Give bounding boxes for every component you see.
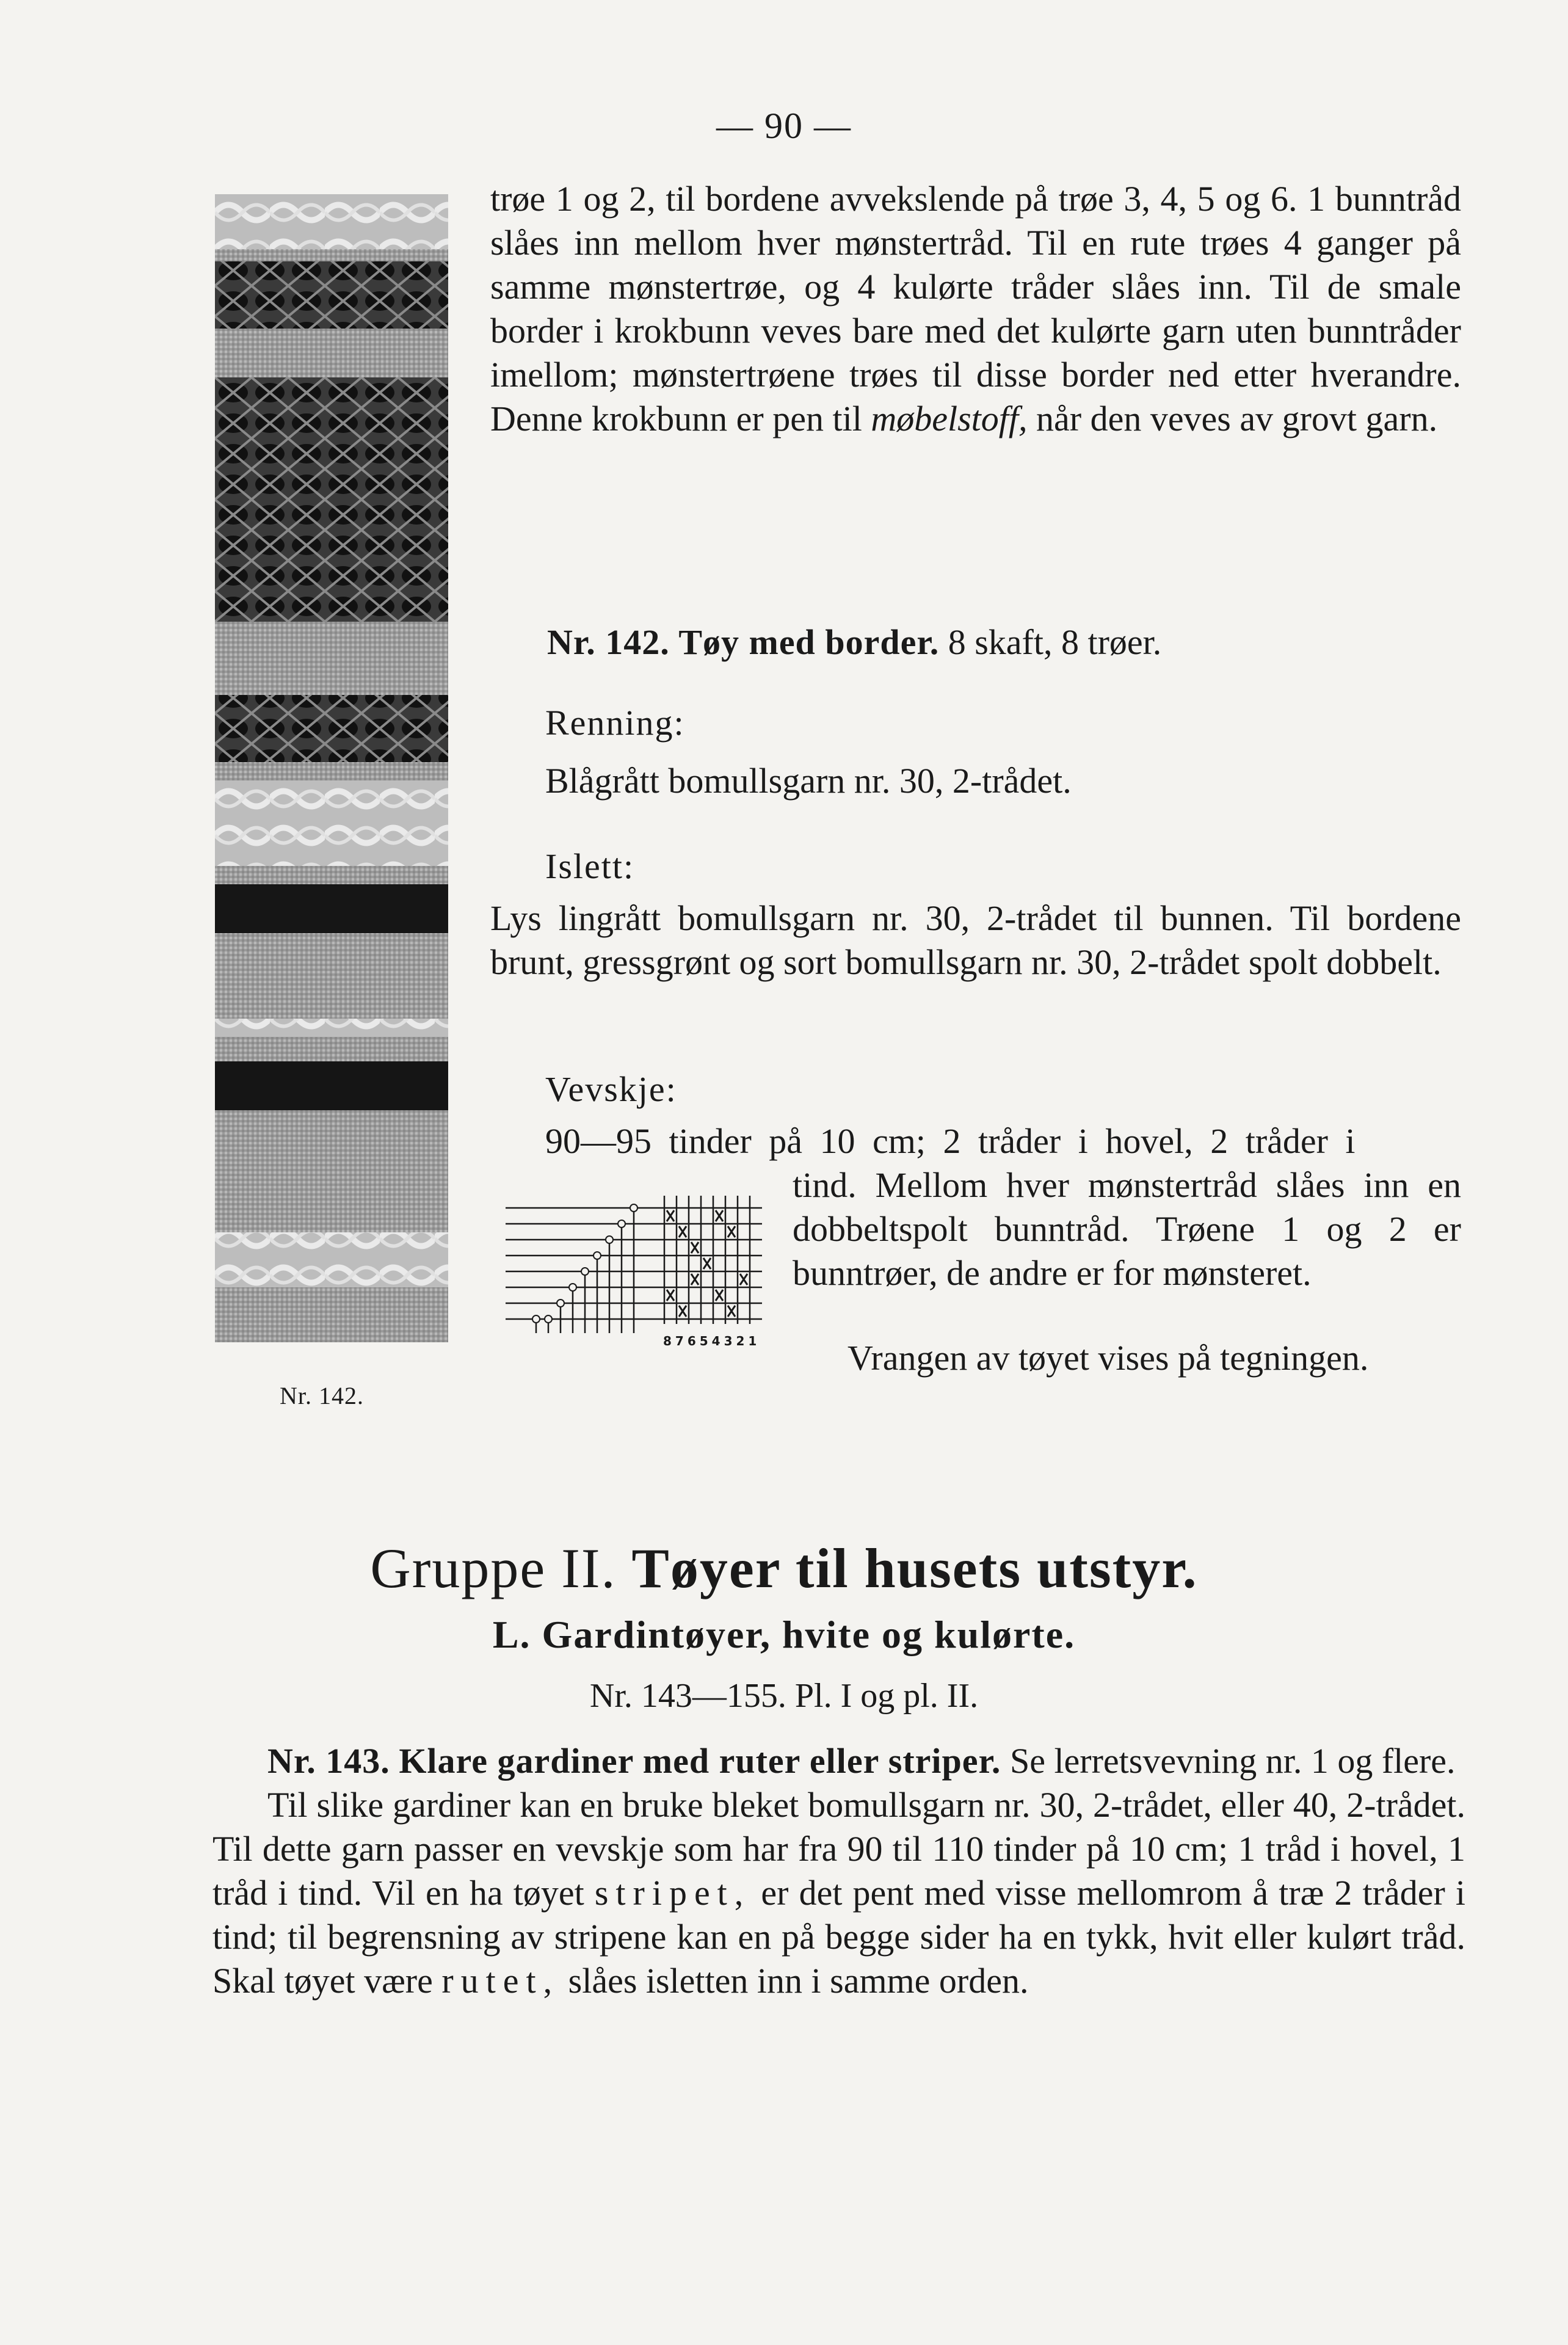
- group-title: Gruppe II. Tøyer til husets utstyr.: [370, 1537, 1198, 1599]
- nr143-number: Nr. 143.: [267, 1741, 390, 1781]
- vevskje-last-line: Vrangen av tøyet vises på tegningen.: [848, 1338, 1369, 1378]
- section-title: L. Gardintøyer, hvite og kulørte.: [492, 1613, 1076, 1656]
- nr142-title: Tøy med border.: [678, 622, 940, 662]
- draft-numbers: 87654321: [663, 1334, 761, 1348]
- photo-caption: Nr. 142.: [280, 1382, 364, 1409]
- section-subtitle: Nr. 143—155. Pl. I og pl. II.: [589, 1677, 979, 1715]
- italic-term: møbelstoff,: [871, 399, 1028, 438]
- nr143-paragraph: Nr. 143. Klare gardiner med ruter eller striper. Se lerretsvevning nr. 1 og flere. Til slike gardiner kan en bruke bleket bomullsgarn nr. 30, 2-trådet, eller 40, 2-trådet. Til dette garn passer en vevskje som har fra 90 til 110 tinder på 10 cm; 1 tråd i hovel, 1 tråd i tind. Vil en ha tøyet stripet, er det pent med visse mellomrom å træ 2 tråder i tind; til begrensning av stripene kan en på begge sider ha en tykk, hvit eller kulørt tråd. Skal tøyet være rutet, slåes isletten inn i samme orden.: [212, 1741, 1465, 2001]
- spaced-term-stripet: stripet,: [594, 1873, 751, 1913]
- islett-text: Lys lingrått bomullsgarn nr. 30, 2-trådet til bunnen. Til bordene brunt, gressgrønt og sort bomullsgarn nr. 30, 2-trådet spolt dobbelt.: [490, 898, 1461, 982]
- nr142-spec: 8 skaft, 8 trøer.: [948, 622, 1162, 662]
- page-number: — 90 —: [716, 106, 852, 146]
- vevskje-first-line: 90—95 tinder på 10 cm; 2 tråder i hovel, 2 tråder i: [545, 1121, 1356, 1161]
- nr142-heading: [547, 622, 1463, 663]
- renning-text: Blågrått bomullsgarn nr. 30, 2-trådet.: [545, 761, 1072, 801]
- fabric-sample-photo: [215, 194, 448, 1342]
- nr143-title: Klare gardiner med ruter eller striper.: [399, 1741, 1001, 1781]
- intro-paragraph: trøe 1 og 2, til bordene avvekslende på trøe 3, 4, 5 og 6. 1 bunntråd slåes inn mellom hver mønstertråd. Til en rute trøes 4 ganger på samme mønstertrøe, og 4 kulørte tråder slåes inn. Til de smale border i krokbunn veves bare med det kulørte garn uten bunntråder imellom; mønstertrøene trøes til disse border ned etter hverandre. Denne krokbunn er pen til møbelstoff, når den veves av grovt garn.: [490, 179, 1461, 438]
- weaving-draft-diagram: [506, 1183, 782, 1348]
- spaced-term-rutet: rutet,: [441, 1961, 560, 2001]
- vevskje-label: Vevskje:: [545, 1069, 677, 1109]
- renning-label: Renning:: [545, 703, 685, 743]
- islett-label: Islett:: [545, 846, 635, 886]
- vevskje-text: tind. Mellom hver mønstertråd slåes inn en dobbeltspolt bunntråd. Trøene 1 og 2 er bunntrøer, de andre er for mønsteret.: [793, 1165, 1461, 1293]
- nr142-number: Nr. 142.: [547, 622, 670, 662]
